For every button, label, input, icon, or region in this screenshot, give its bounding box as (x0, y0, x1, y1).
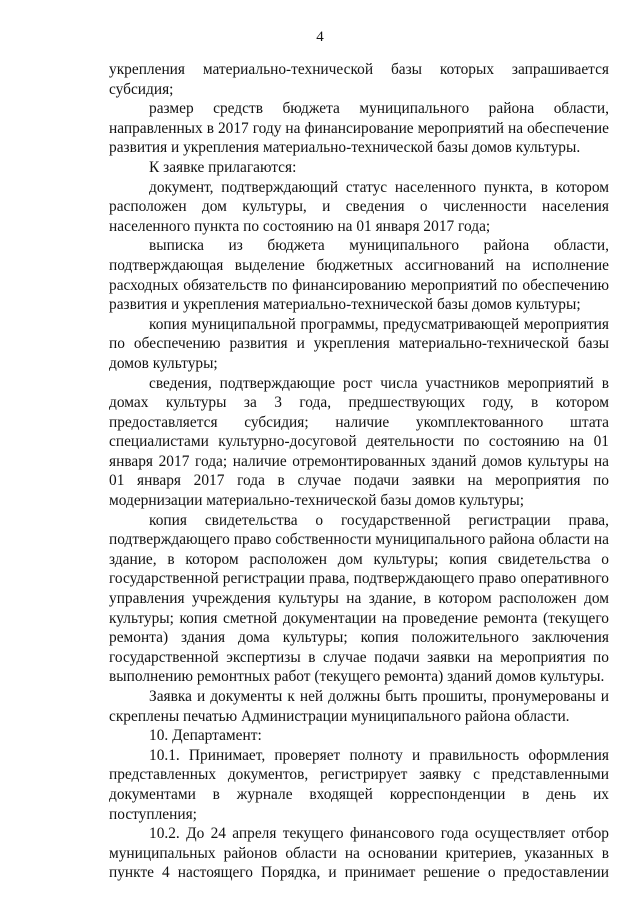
paragraph-registration-certificates: копия свидетельства о государственной регистрации права, подтверждающего право собственности муниципального района области на здание, в котором расположен дом культуры; копия свидетельства о государственной регистрации права, подтверждающего право оперативного управления учреждения культуры на здание, в котором расположен дом культуры; копия сметной документации на проведение ремонта (текущего ремонта) здания дома культуры; копия положительного заключения государственной экспертизы в случае подачи заявки на мероприятия по выполнению ремонтных работ (текущего ремонта) зданий домов культуры. (109, 511, 609, 686)
paragraph-clause-10-1: 10.1. Принимает, проверяет полноту и правильность оформления представленных документов, регистрирует заявку с представленными документами в журнале входящей корреспонденции в день их поступления; (109, 746, 609, 823)
paragraph-clause-10-2: 10.2. До 24 апреля текущего финансового года осуществляет отбор муниципальных районов области на основании критериев, указанных в пункте 4 настоящего Порядка, и принимает решение о предоставлении (109, 825, 609, 882)
paragraph-budget-amount: размер средств бюджета муниципального района области, направленных в 2017 году на финансирование мероприятий на обеспечение развития и укрепления материально-технической базы домов культуры. (109, 100, 609, 157)
paragraph-participant-growth: сведения, подтверждающие рост числа участников мероприятий в домах культуры за 3 года, предшествующих году, в котором предоставляется субсидия; наличие укомплектованного штата специалистами культурно-досуговой деятельности по состоянию на 01 января 2017 года; наличие отремонтированных зданий домов культуры на 01 января 2017 года в случае подачи заявки на мероприятия по модернизации материально-технической базы домов культуры; (109, 374, 609, 510)
paragraph-attachments-heading: К заявке прилагаются: (149, 158, 297, 176)
paragraph-municipal-program: копия муниципальной программы, предусматривающей мероприятия по обеспечению развития и укрепления материально-технической базы домов культуры; (109, 315, 609, 372)
paragraph-subsidy-basis-end: укрепления материально-технической базы которых запрашивается субсидия; (109, 61, 609, 98)
document-body (109, 60, 609, 883)
page-number: 4 (316, 29, 324, 45)
paragraph-budget-extract: выписка из бюджета муниципального района области, подтверждающая выделение бюджетных ассигнований на исполнение расходных обязательств по финансированию мероприятий по обеспечению развития и укрепления материально-технической базы домов культуры; (109, 237, 609, 314)
paragraph-binding-requirements: Заявка и документы к ней должны быть прошиты, пронумерованы и скреплены печатью Администрации муниципального района области. (109, 688, 609, 725)
paragraph-department-heading: 10. Департамент: (149, 727, 262, 745)
paragraph-settlement-status: документ, подтверждающий статус населенного пункта, в котором расположен дом культуры, и сведения о численности населения населенного пункта по состоянию на 01 января 2017 года; (109, 178, 609, 235)
